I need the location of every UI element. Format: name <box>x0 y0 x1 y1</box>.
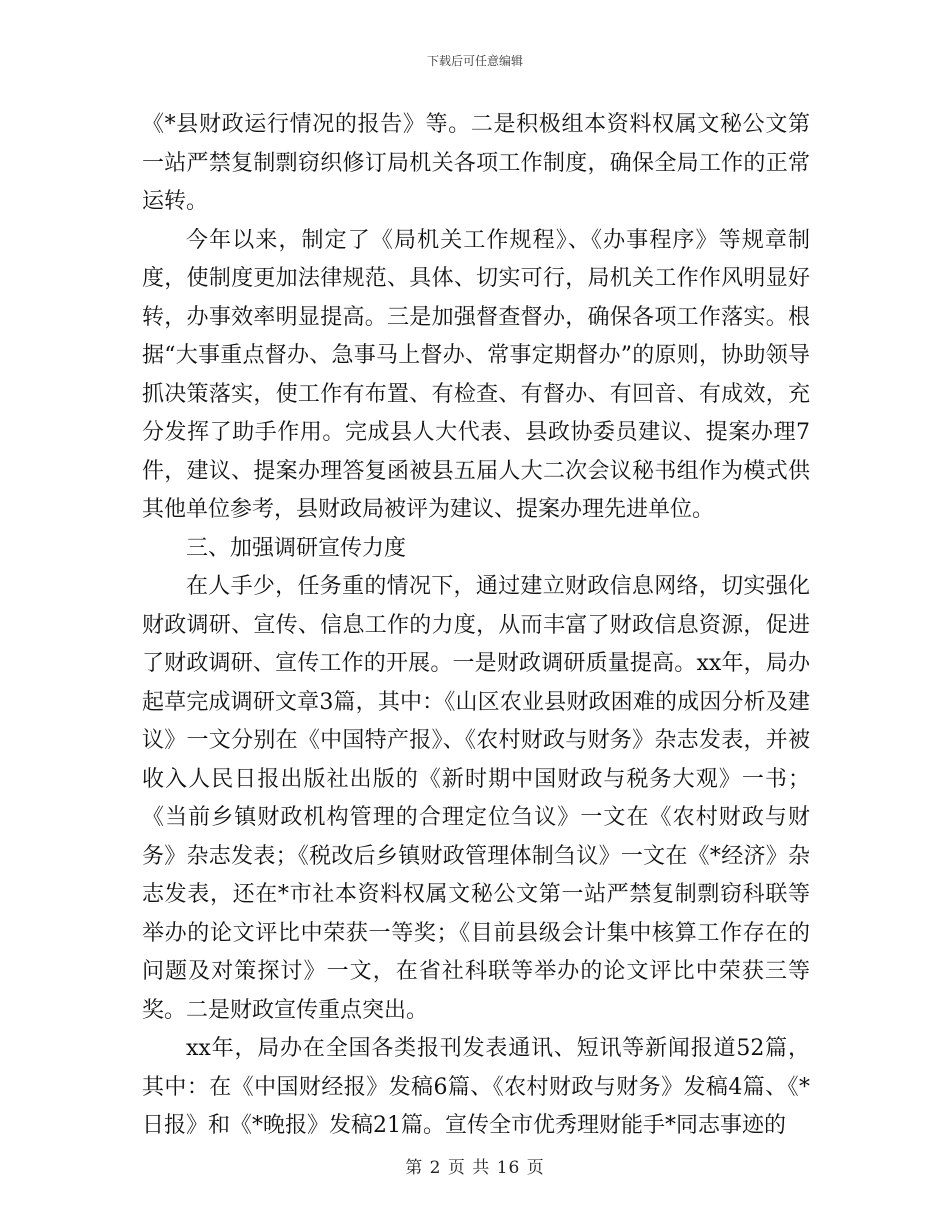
page-header: 下载后可任意编辑 <box>426 54 523 68</box>
paragraph-research: 在人手少，任务重的情况下，通过建立财政信息网络，切实强化财政调研、宣传、信息工作的力度，从而丰富了财政信息资源，促进了财政调研、宣传工作的开展。一是财政调研质量提高。xx年，局办起草完成调研文章3篇，其中：《山区农业县财政困难的成因分析及建议》一文分别在《中国特产报》、《农村财政与财务》杂志发表，并被收入人民日报出版社出版的《新时期中国财政与税务大观》一书；《当前乡镇财政机构管理的合理定位刍议》一文在《农村财政与财务》杂志发表；《税改后乡镇财政管理体制刍议》一文在《*经济》杂志发表，还在*市社本资料权属文秘公文第一站严禁复制剽窃科联等举办的论文评比中荣获一等奖；《目前县级会计集中核算工作存在的问题及对策探讨》一文，在省社科联等举办的论文评比中荣获三等奖。二是财政宣传重点突出。 <box>142 574 810 1023</box>
paragraph-continuation: 《*县财政运行情况的报告》等。二是积极组本资料权属文秘公文第一站严禁复制剽窃织修订局机关各项工作制度，确保全局工作的正常运转。 <box>142 112 810 214</box>
paragraph-rules: 今年以来，制定了《局机关工作规程》、《办事程序》等规章制度，使制度更加法律规范、具体、切实可行，局机关工作作风明显好转，办事效率明显提高。三是加强督查督办，确保各项工作落实。根据“大事重点督办、急事马上督办、常事定期督办”的原则，协助领导抓决策落实，使工作有布置、有检查、有督办、有回音、有成效，充分发挥了助手作用。完成县人大代表、县政协委员建议、提案办理7件，建议、提案办理答复函被县五届人大二次会议秘书组作为模式供其他单位参考，县财政局被评为建议、提案办理先进单位。 <box>142 227 810 522</box>
section-heading: 三、加强调研宣传力度 <box>186 535 407 561</box>
page-number-footer: 第 2 页 共 16 页 <box>405 1158 545 1178</box>
paragraph-publicity: xx年，局办在全国各类报刊发表通讯、短讯等新闻报道52篇，其中：在《中国财经报》发稿6篇、《农村财政与财务》发稿4篇、《*日报》和《*晚报》发稿21篇。宣传全市优秀理财能手*同志事迹的 <box>142 1036 810 1138</box>
document-body <box>142 106 810 1146</box>
